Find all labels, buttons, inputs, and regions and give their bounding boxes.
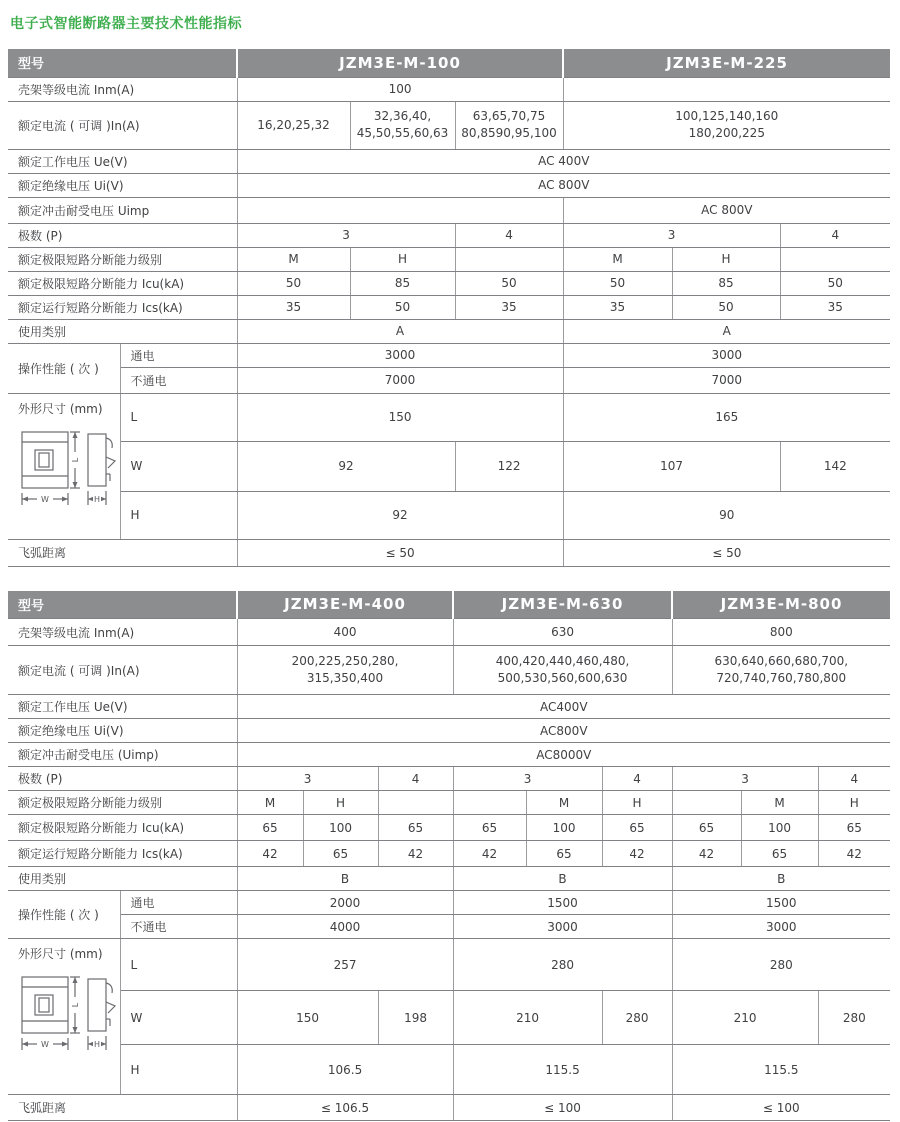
row-usage-category bbox=[8, 319, 890, 343]
table-cell: H bbox=[602, 791, 672, 815]
table-cell bbox=[237, 197, 563, 223]
table-cell: 3000 bbox=[563, 343, 890, 367]
table-cell: 65 bbox=[741, 841, 818, 867]
table-cell: 115.5 bbox=[453, 1045, 672, 1095]
table-cell: 210 bbox=[672, 991, 818, 1045]
row-operation-off bbox=[8, 367, 890, 393]
diagram-l-label: L bbox=[71, 1002, 80, 1008]
sub-label-power-off: 不通电 bbox=[120, 367, 237, 393]
table-cell bbox=[780, 247, 890, 271]
table-cell: ≤ 100 bbox=[453, 1095, 672, 1121]
sub-label-power-on: 通电 bbox=[120, 891, 237, 915]
table-cell: 4 bbox=[818, 767, 890, 791]
row-working-voltage bbox=[8, 149, 890, 173]
dimensions-label-cell bbox=[8, 393, 120, 539]
row-operation-on bbox=[8, 891, 890, 915]
table-cell: M bbox=[563, 247, 672, 271]
table-cell: 85 bbox=[350, 271, 455, 295]
table-cell: 4 bbox=[378, 767, 453, 791]
diagram-h-label: H bbox=[93, 494, 101, 504]
table-cell: AC400V bbox=[237, 695, 890, 719]
table-cell: 3000 bbox=[672, 915, 890, 939]
table-cell: 122 bbox=[455, 441, 563, 491]
table-cell: AC 800V bbox=[563, 197, 890, 223]
table-cell: B bbox=[672, 867, 890, 891]
table-cell: A bbox=[563, 319, 890, 343]
table-cell: 2000 bbox=[237, 891, 453, 915]
table-cell: AC 800V bbox=[237, 173, 890, 197]
table-cell: AC8000V bbox=[237, 743, 890, 767]
row-label-icu: 额定极限短路分断能力 Icu(kA) bbox=[8, 271, 237, 295]
row-label-ics: 额定运行短路分断能力 Ics(kA) bbox=[8, 841, 237, 867]
row-frame-current bbox=[8, 619, 890, 646]
table-cell: AC 400V bbox=[237, 149, 890, 173]
model-name-jzm3e-m-225: JZM3E-M-225 bbox=[563, 49, 890, 77]
table-cell: 150 bbox=[237, 991, 378, 1045]
table-cell bbox=[563, 77, 890, 101]
table-cell: 165 bbox=[563, 393, 890, 441]
table-cell: 3 bbox=[453, 767, 602, 791]
table-cell: 3 bbox=[237, 767, 378, 791]
table-cell: 7000 bbox=[563, 367, 890, 393]
row-usage-category bbox=[8, 867, 890, 891]
row-label-insulation-voltage: 额定绝缘电压 Ui(V) bbox=[8, 719, 237, 743]
table-cell bbox=[378, 791, 453, 815]
table-cell: M bbox=[741, 791, 818, 815]
table-cell: 50 bbox=[237, 271, 350, 295]
table-cell: 65 bbox=[602, 815, 672, 841]
table-cell: 280 bbox=[672, 939, 890, 991]
row-poles bbox=[8, 223, 890, 247]
diagram-h-label: H bbox=[93, 1040, 101, 1049]
table-cell: B bbox=[453, 867, 672, 891]
table-cell: ≤ 100 bbox=[672, 1095, 890, 1121]
table-cell: 100 bbox=[526, 815, 602, 841]
row-frame-current bbox=[8, 77, 890, 101]
diagram-l-label: L bbox=[71, 457, 80, 462]
table-cell: 35 bbox=[455, 295, 563, 319]
table-cell: 200,225,250,280, 315,350,400 bbox=[237, 646, 453, 695]
table-cell: 280 bbox=[818, 991, 890, 1045]
row-operation-off bbox=[8, 915, 890, 939]
table-cell: 106.5 bbox=[237, 1045, 453, 1095]
table-cell: 3000 bbox=[453, 915, 672, 939]
row-label-impulse-voltage: 额定冲击耐受电压 Uimp bbox=[8, 197, 237, 223]
table-cell: 50 bbox=[672, 295, 780, 319]
table-cell: 65 bbox=[453, 815, 526, 841]
table-cell: 107 bbox=[563, 441, 780, 491]
table-cell: 3 bbox=[563, 223, 780, 247]
table-cell: 85 bbox=[672, 271, 780, 295]
table-cell: 257 bbox=[237, 939, 453, 991]
row-breaking-level bbox=[8, 791, 890, 815]
table-cell: M bbox=[237, 247, 350, 271]
row-icu bbox=[8, 271, 890, 295]
table-cell: 3 bbox=[237, 223, 455, 247]
sub-label-h: H bbox=[120, 491, 237, 539]
table-cell: 65 bbox=[303, 841, 378, 867]
table-cell: 198 bbox=[378, 991, 453, 1045]
row-label-operation: 操作性能 ( 次 ) bbox=[8, 891, 120, 939]
table-cell: 4 bbox=[780, 223, 890, 247]
model-header-label: 型号 bbox=[8, 49, 237, 77]
row-dimension-h bbox=[8, 1045, 890, 1095]
table-cell: 1500 bbox=[672, 891, 890, 915]
table-cell: M bbox=[237, 791, 303, 815]
table-cell: 400 bbox=[237, 619, 453, 646]
row-rated-current bbox=[8, 646, 890, 695]
sub-label-power-on: 通电 bbox=[120, 343, 237, 367]
table-cell: 63,65,70,75 80,8590,95,100 bbox=[455, 101, 563, 149]
table-cell: 1500 bbox=[453, 891, 672, 915]
model-name-jzm3e-m-400: JZM3E-M-400 bbox=[237, 591, 453, 619]
table-header-row bbox=[8, 49, 890, 77]
table-cell: 7000 bbox=[237, 367, 563, 393]
table-cell: H bbox=[350, 247, 455, 271]
table-cell bbox=[453, 791, 526, 815]
table-header-row bbox=[8, 591, 890, 619]
table-cell: 4 bbox=[455, 223, 563, 247]
table-cell: 115.5 bbox=[672, 1045, 890, 1095]
table-cell: 400,420,440,460,480, 500,530,560,600,630 bbox=[453, 646, 672, 695]
table-cell: 65 bbox=[818, 815, 890, 841]
row-dimension-l bbox=[8, 393, 890, 441]
row-label-insulation-voltage: 额定绝缘电压 Ui(V) bbox=[8, 173, 237, 197]
row-icu bbox=[8, 815, 890, 841]
row-label-dimensions: 外形尺寸 (mm) bbox=[18, 401, 103, 416]
table-cell: 4 bbox=[602, 767, 672, 791]
row-impulse-voltage bbox=[8, 197, 890, 223]
table-cell: AC800V bbox=[237, 719, 890, 743]
table-cell: 100 bbox=[741, 815, 818, 841]
model-name-jzm3e-m-630: JZM3E-M-630 bbox=[453, 591, 672, 619]
table-cell: 35 bbox=[237, 295, 350, 319]
table-cell: A bbox=[237, 319, 563, 343]
table-cell: H bbox=[818, 791, 890, 815]
table-cell: 142 bbox=[780, 441, 890, 491]
table-cell: 42 bbox=[818, 841, 890, 867]
table-cell: 210 bbox=[453, 991, 602, 1045]
row-dimension-w bbox=[8, 991, 890, 1045]
table-cell: 630,640,660,680,700, 720,740,760,780,800 bbox=[672, 646, 890, 695]
breaker-dimension-diagram bbox=[18, 427, 120, 513]
row-insulation-voltage bbox=[8, 719, 890, 743]
row-poles bbox=[8, 767, 890, 791]
table-cell bbox=[455, 247, 563, 271]
table-cell: 42 bbox=[378, 841, 453, 867]
row-label-operation: 操作性能 ( 次 ) bbox=[8, 343, 120, 393]
sub-label-h: H bbox=[120, 1045, 237, 1095]
table-cell: 42 bbox=[453, 841, 526, 867]
row-arc-distance bbox=[8, 539, 890, 566]
row-label-rated-current: 额定电流 ( 可调 )In(A) bbox=[8, 101, 237, 149]
row-label-usage-category: 使用类别 bbox=[8, 319, 237, 343]
row-label-poles: 极数 (P) bbox=[8, 767, 237, 791]
table-cell: 35 bbox=[780, 295, 890, 319]
spec-table-100-225 bbox=[8, 49, 890, 567]
table-cell: 32,36,40, 45,50,55,60,63 bbox=[350, 101, 455, 149]
sub-label-w: W bbox=[120, 991, 237, 1045]
table-cell: 50 bbox=[455, 271, 563, 295]
table-cell: 150 bbox=[237, 393, 563, 441]
row-label-dimensions: 外形尺寸 (mm) bbox=[18, 947, 103, 961]
table-cell: H bbox=[672, 247, 780, 271]
table-cell: 50 bbox=[780, 271, 890, 295]
row-label-impulse-voltage: 额定冲击耐受电压 (Uimp) bbox=[8, 743, 237, 767]
breaker-dimension-diagram bbox=[18, 972, 120, 1058]
row-label-ics: 额定运行短路分断能力 Ics(kA) bbox=[8, 295, 237, 319]
table-cell: 65 bbox=[672, 815, 741, 841]
table-cell: 65 bbox=[237, 815, 303, 841]
table-cell: H bbox=[303, 791, 378, 815]
row-label-frame-current: 壳架等级电流 Inm(A) bbox=[8, 619, 237, 646]
sub-label-w: W bbox=[120, 441, 237, 491]
model-name-jzm3e-m-100: JZM3E-M-100 bbox=[237, 49, 563, 77]
table-cell: 90 bbox=[563, 491, 890, 539]
sub-label-l: L bbox=[120, 939, 237, 991]
row-dimension-l bbox=[8, 939, 890, 991]
row-arc-distance bbox=[8, 1095, 890, 1121]
table-cell: 3000 bbox=[237, 343, 563, 367]
table-cell: 42 bbox=[672, 841, 741, 867]
table-cell: 16,20,25,32 bbox=[237, 101, 350, 149]
row-ics bbox=[8, 295, 890, 319]
row-rated-current bbox=[8, 101, 890, 149]
row-label-rated-current: 额定电流 ( 可调 )In(A) bbox=[8, 646, 237, 695]
table-cell: 280 bbox=[453, 939, 672, 991]
spec-table-400-630-800 bbox=[8, 591, 890, 1122]
sub-label-power-off: 不通电 bbox=[120, 915, 237, 939]
row-operation-on bbox=[8, 343, 890, 367]
diagram-w-label: W bbox=[41, 1040, 49, 1049]
table-cell: 100,125,140,160 180,200,225 bbox=[563, 101, 890, 149]
table-cell: 65 bbox=[526, 841, 602, 867]
row-dimension-h bbox=[8, 491, 890, 539]
row-label-frame-current: 壳架等级电流 Inm(A) bbox=[8, 77, 237, 101]
row-dimension-w bbox=[8, 441, 890, 491]
model-name-jzm3e-m-800: JZM3E-M-800 bbox=[672, 591, 890, 619]
sub-label-l: L bbox=[120, 393, 237, 441]
table-cell: ≤ 106.5 bbox=[237, 1095, 453, 1121]
table-cell: 280 bbox=[602, 991, 672, 1045]
row-working-voltage bbox=[8, 695, 890, 719]
table-cell: 35 bbox=[563, 295, 672, 319]
diagram-w-label: W bbox=[41, 494, 49, 504]
page-title: 电子式智能断路器主要技术性能指标 bbox=[10, 16, 242, 32]
table-cell: 92 bbox=[237, 441, 455, 491]
table-cell: 4000 bbox=[237, 915, 453, 939]
row-impulse-voltage bbox=[8, 743, 890, 767]
table-cell: 100 bbox=[237, 77, 563, 101]
row-label-working-voltage: 额定工作电压 Ue(V) bbox=[8, 149, 237, 173]
table-cell bbox=[672, 791, 741, 815]
table-cell: M bbox=[526, 791, 602, 815]
model-header-label: 型号 bbox=[8, 591, 237, 619]
table-cell: ≤ 50 bbox=[563, 539, 890, 566]
table-cell: 50 bbox=[563, 271, 672, 295]
table-cell: 92 bbox=[237, 491, 563, 539]
table-cell: 630 bbox=[453, 619, 672, 646]
table-cell: 50 bbox=[350, 295, 455, 319]
row-label-working-voltage: 额定工作电压 Ue(V) bbox=[8, 695, 237, 719]
table-cell: 65 bbox=[378, 815, 453, 841]
row-label-breaking-level: 额定极限短路分断能力级别 bbox=[8, 791, 237, 815]
row-ics bbox=[8, 841, 890, 867]
dimensions-label-cell bbox=[8, 939, 120, 1095]
row-breaking-level bbox=[8, 247, 890, 271]
row-label-poles: 极数 (P) bbox=[8, 223, 237, 247]
table-cell: 800 bbox=[672, 619, 890, 646]
row-label-usage-category: 使用类别 bbox=[8, 867, 237, 891]
table-cell: 42 bbox=[237, 841, 303, 867]
table-cell: 100 bbox=[303, 815, 378, 841]
table-cell: B bbox=[237, 867, 453, 891]
row-label-arc-distance: 飞弧距离 bbox=[8, 1095, 237, 1121]
row-label-breaking-level: 额定极限短路分断能力级别 bbox=[8, 247, 237, 271]
table-cell: 3 bbox=[672, 767, 818, 791]
row-label-arc-distance: 飞弧距离 bbox=[8, 539, 237, 566]
table-cell: ≤ 50 bbox=[237, 539, 563, 566]
row-label-icu: 额定极限短路分断能力 Icu(kA) bbox=[8, 815, 237, 841]
table-cell: 42 bbox=[602, 841, 672, 867]
row-insulation-voltage bbox=[8, 173, 890, 197]
